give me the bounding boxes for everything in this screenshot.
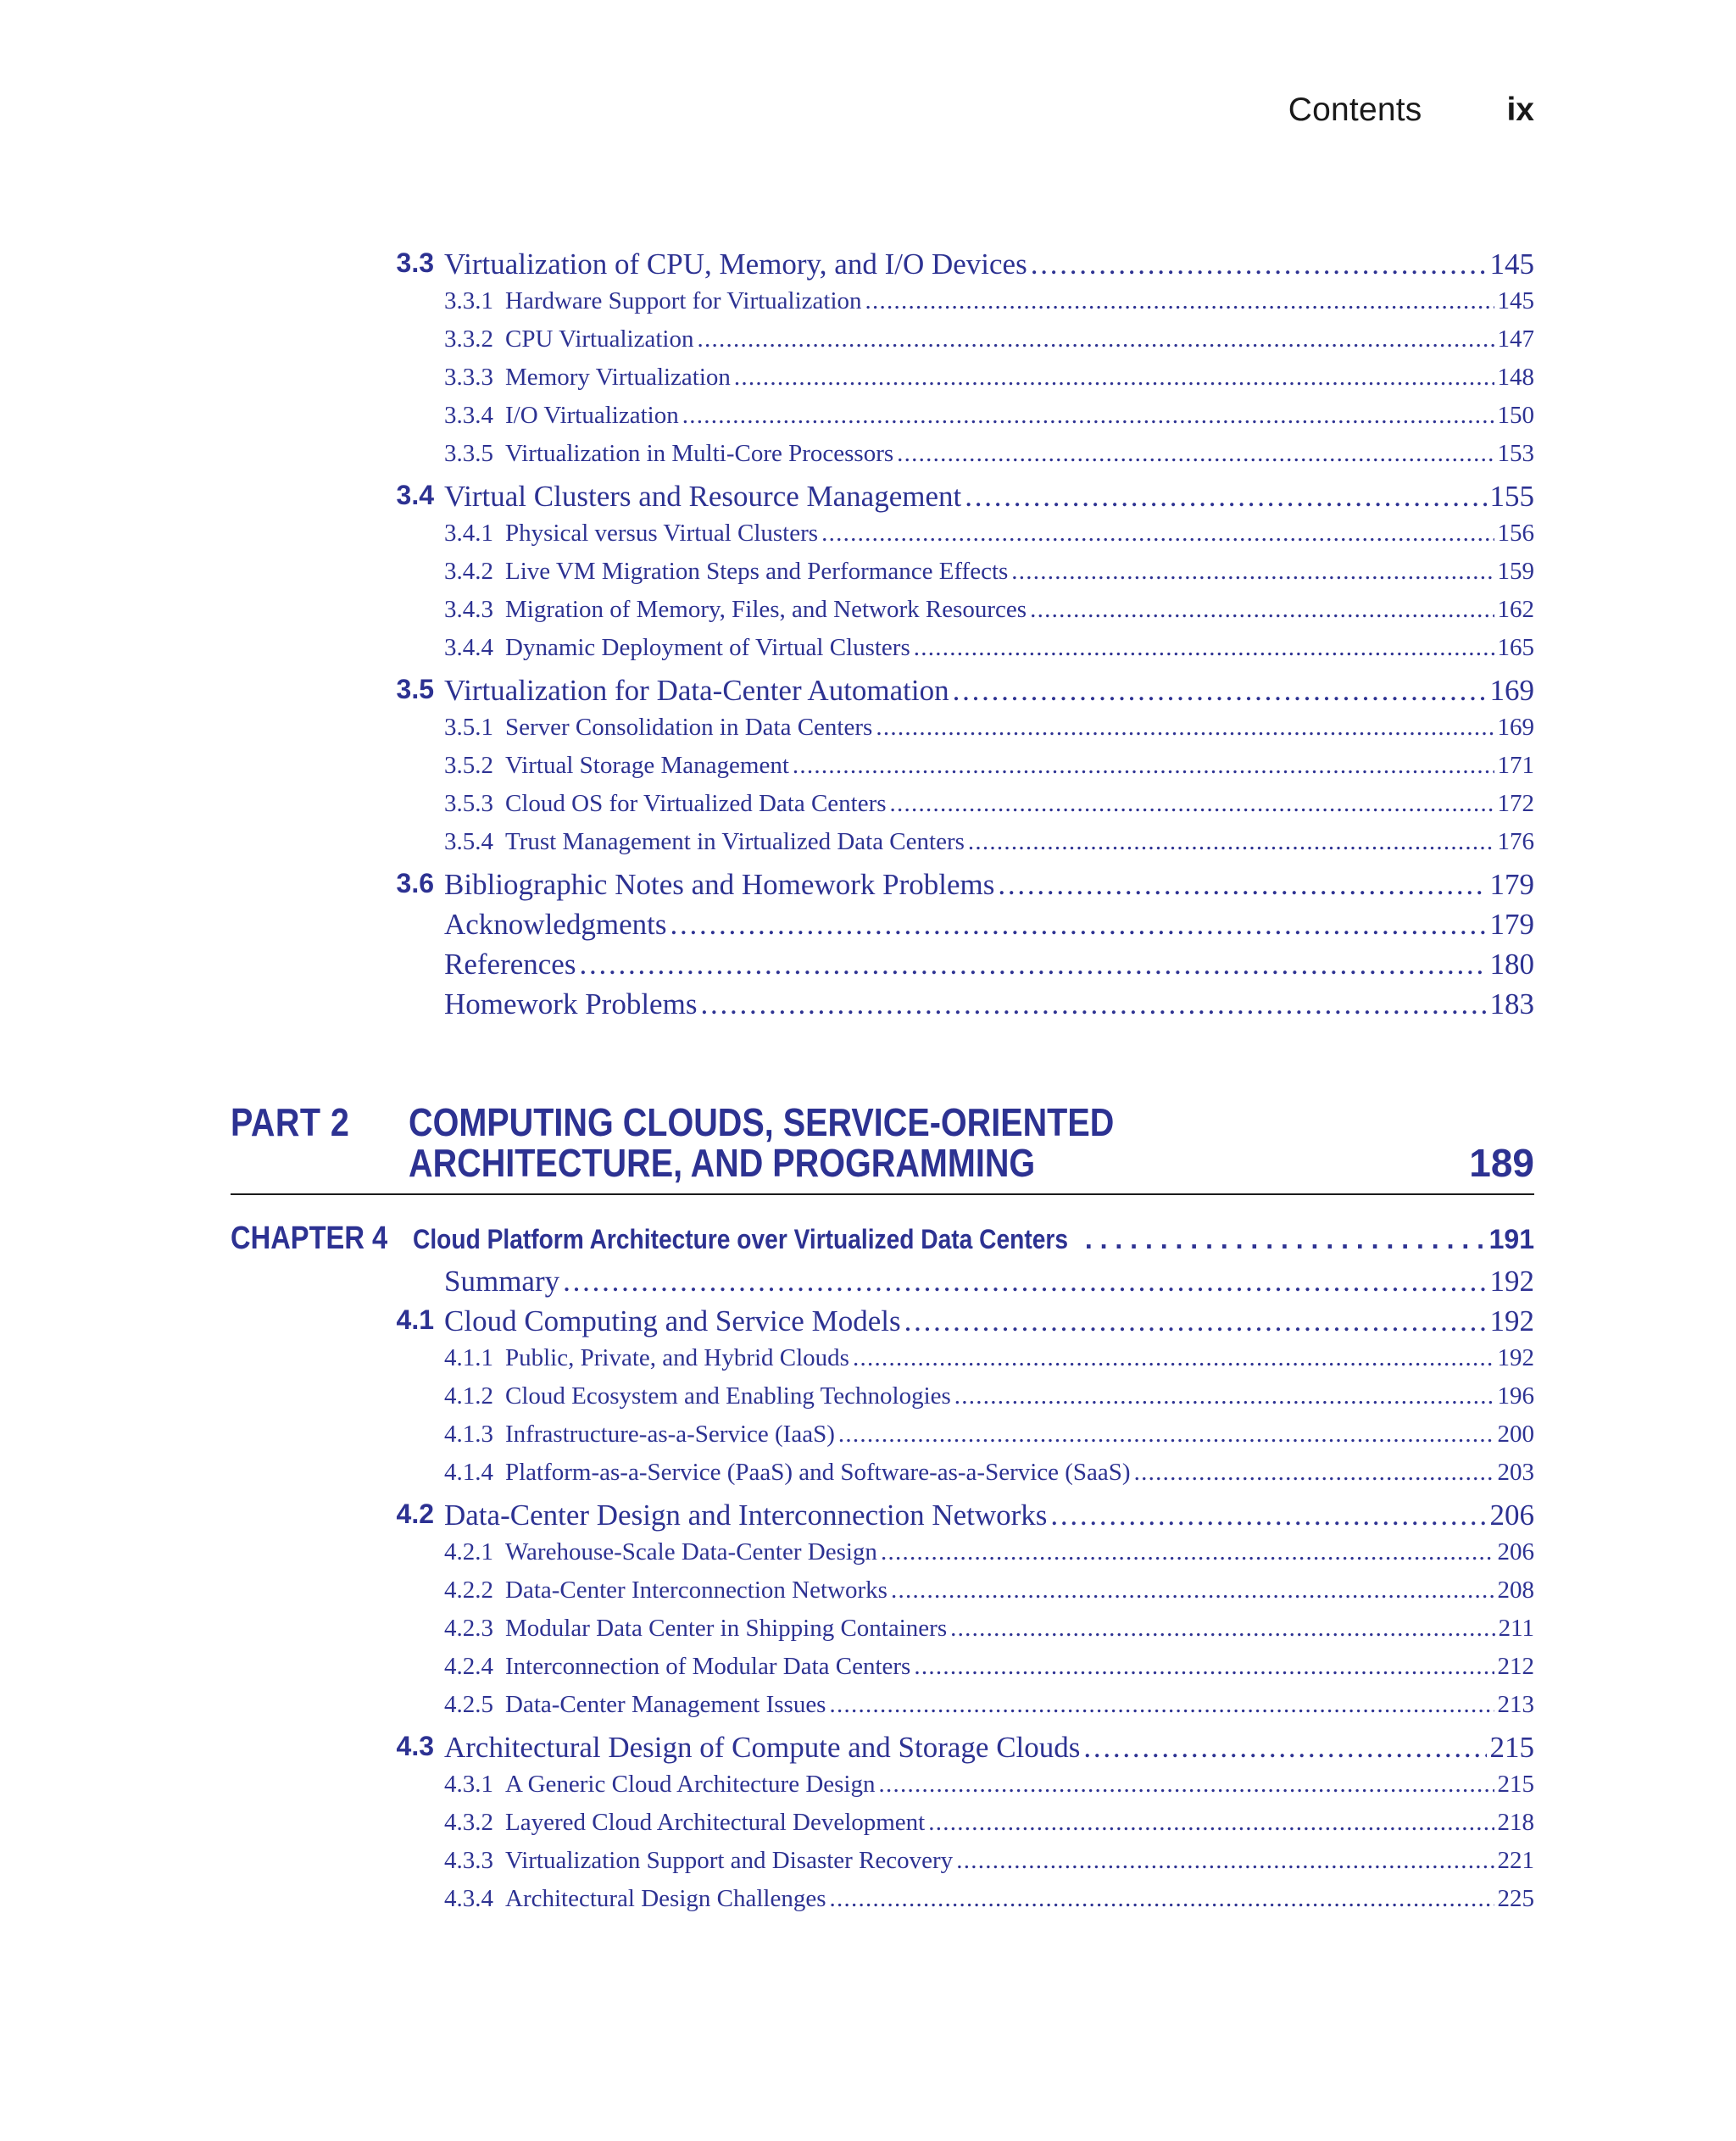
toc-entry-page-number: 225 [1497,1885,1534,1912]
toc-entry-title: CPU Virtualization [505,325,694,353]
toc-entry-3-6[interactable] [396,868,1534,909]
toc-entry-4-3-3[interactable] [444,1847,1534,1884]
toc-entry-number: 3.5 [396,674,434,704]
toc-entry-3-5-4[interactable] [444,828,1534,865]
toc-entry-homework-problems[interactable] [444,987,1534,1028]
toc-entry-3-4-1[interactable] [444,520,1534,557]
toc-entry-number: 3.4 [396,480,434,510]
leader-dots [865,287,1494,315]
toc-entry-title: Live VM Migration Steps and Performance Effects [505,558,1009,585]
leader-dots [853,1344,1494,1372]
leader-dots [890,790,1494,818]
chapter-title: Cloud Platform Architecture over Virtualized Data Centers [413,1224,1069,1254]
toc-entry-summary[interactable] [444,1265,1534,1305]
toc-entry-page-number: 155 [1489,480,1534,513]
toc-entry-page-number: 215 [1497,1771,1534,1798]
toc-entry-title: Data-Center Design and Interconnection Networks [444,1499,1048,1532]
toc-entry-3-3-5[interactable] [444,440,1534,477]
running-head-page-number: ix [1506,92,1534,128]
toc-entry-title: Physical versus Virtual Clusters [505,520,819,547]
toc-entry-title: Virtualization of CPU, Memory, and I/O Devices [444,247,1027,281]
leader-dots [950,1615,1494,1643]
leader-dots [954,1382,1494,1410]
toc-entry-title: I/O Virtualization [505,402,679,429]
toc-entry-page-number: 208 [1497,1577,1534,1604]
toc-entry-page-number: 192 [1489,1265,1534,1298]
toc-entry-4-3-1[interactable] [444,1771,1534,1808]
toc-entry-title: Bibliographic Notes and Homework Problems [444,868,995,901]
toc-entry-page-number: 169 [1489,674,1534,707]
toc-entry-number: 4.2 [396,1499,434,1529]
toc-entry-page-number: 183 [1489,987,1534,1020]
toc-entry-number: 4.2.3 [444,1615,493,1642]
leader-dots [928,1809,1494,1837]
toc-entry-title: A Generic Cloud Architecture Design [505,1771,876,1798]
toc-entry-page-number: 172 [1497,790,1534,817]
leader-dots [1083,1731,1486,1765]
toc-entry-number: 4.3 [396,1731,434,1761]
toc-entry-3-3[interactable] [396,247,1534,288]
toc-entry-3-5-1[interactable] [444,714,1534,751]
toc-entry-3-4-3[interactable] [444,596,1534,633]
leader-dots [670,908,1486,942]
toc-entry-number: 3.5.1 [444,714,493,741]
toc-entry-4-2-3[interactable] [444,1615,1534,1652]
toc-entry-page-number: 213 [1497,1691,1534,1718]
toc-entry-title: Architectural Design of Compute and Storage Clouds [444,1731,1081,1764]
toc-entry-title: Virtualization Support and Disaster Recovery [505,1847,954,1874]
toc-entry-title: Hardware Support for Virtualization [505,287,862,314]
leader-dots [821,520,1494,548]
toc-entry-number: 4.3.3 [444,1847,493,1874]
toc-entry-title: Infrastructure-as-a-Service (IaaS) [505,1421,835,1448]
toc-entry-page-number: 159 [1497,558,1534,585]
toc-entry-title: Cloud Computing and Service Models [444,1304,901,1337]
toc-entry-page-number: 203 [1497,1459,1534,1486]
toc-entry-title: Data-Center Management Issues [505,1691,826,1718]
toc-entry-number: 4.1.3 [444,1421,493,1448]
toc-entry-title: Cloud OS for Virtualized Data Centers [505,790,887,817]
toc-entry-title: Migration of Memory, Files, and Network Resources [505,596,1027,623]
chapter-label: CHAPTER 4 [231,1221,388,1256]
toc-entry-number: 3.5.4 [444,828,493,855]
toc-entry-title: Modular Data Center in Shipping Containers [505,1615,948,1642]
leader-dots [734,364,1494,392]
toc-entry-page-number: 171 [1497,752,1534,779]
toc-entry-page-number: 179 [1489,908,1534,941]
toc-entry-page-number: 165 [1497,634,1534,661]
toc-entry-page-number: 221 [1497,1847,1534,1874]
leader-dots [914,634,1494,662]
toc-entry-title: Memory Virtualization [505,364,731,391]
toc-entry-title: Interconnection of Modular Data Centers [505,1653,911,1680]
running-head [0,92,1534,129]
toc-entry-title: Summary [444,1265,560,1298]
toc-entry-4-1-4[interactable] [444,1459,1534,1496]
leader-dots [563,1265,1486,1299]
toc-entry-number: 4.3.1 [444,1771,493,1798]
toc-entry-title: Virtual Clusters and Resource Management [444,480,962,513]
toc-entry-number: 3.5.3 [444,790,493,817]
toc-entry-4-3-2[interactable] [444,1809,1534,1846]
toc-entry-4-3-4[interactable] [444,1885,1534,1922]
leader-dots [914,1653,1494,1681]
leader-dots [1030,596,1494,624]
toc-entry-title: Virtual Storage Management [505,752,789,779]
toc-entry-number: 3.3 [396,247,434,278]
leader-dots [1050,1499,1486,1532]
part-divider [231,1193,1534,1195]
leader-dots [1134,1459,1494,1487]
toc-entry-title: Trust Management in Virtualized Data Centers [505,828,965,855]
toc-entry-page-number: 156 [1497,520,1534,547]
toc-entry-3-3-2[interactable] [444,325,1534,363]
leader-dots [891,1577,1494,1604]
toc-entry-number: 4.1.1 [444,1344,493,1371]
toc-entry-number: 3.3.4 [444,402,493,429]
toc-entry-title: Layered Cloud Architectural Development [505,1809,926,1836]
toc-entry-title: Server Consolidation in Data Centers [505,714,873,741]
toc-entry-4-1[interactable] [396,1304,1534,1345]
leader-dots [881,1538,1494,1566]
leader-dots [697,325,1494,353]
toc-entry-3-4-2[interactable] [444,558,1534,595]
toc-entry-page-number: 147 [1497,325,1534,353]
toc-entry-3-5-3[interactable] [444,790,1534,827]
toc-entry-4-2[interactable] [396,1499,1534,1539]
toc-entry-title: Dynamic Deployment of Virtual Clusters [505,634,910,661]
leader-dots [793,752,1494,780]
toc-entry-3-5[interactable] [396,674,1534,715]
toc-entry-number: 3.4.3 [444,596,493,623]
toc-entry-number: 3.5.2 [444,752,493,779]
toc-entry-number: 3.3.1 [444,287,493,314]
leader-dots [829,1691,1494,1719]
toc-entry-page-number: 145 [1489,247,1534,281]
toc-entry-4-1-3[interactable] [444,1421,1534,1458]
leader-dots [682,402,1494,430]
toc-entry-number: 4.2.1 [444,1538,493,1565]
toc-entry-3-4-4[interactable] [444,634,1534,671]
part-page-number: 189 [1469,1141,1534,1185]
part-label: PART 2 [231,1100,350,1144]
leader-dots [579,948,1486,982]
part-title-line-1: COMPUTING CLOUDS, SERVICE-ORIENTED [409,1100,1115,1144]
leader-dots [897,440,1494,468]
toc-entry-4-1-2[interactable] [444,1382,1534,1420]
toc-entry-title: Cloud Ecosystem and Enabling Technologies [505,1382,951,1410]
toc-entry-page-number: 218 [1497,1809,1534,1836]
toc-entry-title: Virtualization in Multi-Core Processors [505,440,894,467]
leader-dots [830,1885,1494,1913]
toc-entry-page-number: 162 [1497,596,1534,623]
toc-entry-page-number: 150 [1497,402,1534,429]
toc-entry-page-number: 206 [1497,1538,1534,1565]
toc-entry-page-number: 153 [1497,440,1534,467]
toc-entry-acknowledgments[interactable] [444,908,1534,948]
toc-entry-references[interactable] [444,948,1534,988]
toc-entry-4-3[interactable] [396,1731,1534,1771]
toc-entry-number: 4.2.2 [444,1577,493,1604]
toc-entry-number: 4.1 [396,1304,434,1335]
running-head-title: Contents [1288,92,1422,128]
toc-entry-page-number: 176 [1497,828,1534,855]
toc-entry-title: Architectural Design Challenges [505,1885,826,1912]
toc-entry-number: 3.4.2 [444,558,493,585]
toc-entry-page-number: 212 [1497,1653,1534,1680]
leader-dots [838,1421,1494,1449]
toc-entry-4-1-1[interactable] [444,1344,1534,1382]
part-title-line-2: ARCHITECTURE, AND PROGRAMMING [409,1141,1036,1185]
toc-entry-title: Warehouse-Scale Data-Center Design [505,1538,877,1565]
toc-entry-number: 4.1.2 [444,1382,493,1410]
leader-dots [876,714,1494,742]
toc-entry-title: Homework Problems [444,987,698,1020]
toc-entry-page-number: 180 [1489,948,1534,981]
toc-entry-page-number: 145 [1497,287,1534,314]
toc-entry-4-2-4[interactable] [444,1653,1534,1690]
toc-entry-title: References [444,948,576,981]
toc-entry-number: 4.1.4 [444,1459,493,1486]
leader-dots [968,828,1494,856]
toc-entry-4-2-1[interactable] [444,1538,1534,1576]
toc-entry-number: 4.3.2 [444,1809,493,1836]
toc-entry-number: 4.3.4 [444,1885,493,1912]
toc-entry-3-5-2[interactable] [444,752,1534,789]
toc-entry-number: 3.3.3 [444,364,493,391]
toc-entry-page-number: 169 [1497,714,1534,741]
toc-entry-title: Public, Private, and Hybrid Clouds [505,1344,849,1371]
toc-entry-page-number: 200 [1497,1421,1534,1448]
leader-dots [904,1304,1487,1338]
toc-entry-3-4[interactable] [396,480,1534,520]
toc-entry-page-number: 192 [1497,1344,1534,1371]
leader-dots [956,1847,1494,1875]
leader-dots [1031,247,1487,281]
toc-entry-page-number: 148 [1497,364,1534,391]
toc-entry-page-number: 211 [1498,1615,1534,1642]
toc-entry-title: Acknowledgments [444,908,667,941]
toc-entry-3-3-3[interactable] [444,364,1534,401]
toc-entry-page-number: 179 [1489,868,1534,901]
leader-dots [998,868,1486,902]
part-title [409,1102,1210,1183]
toc-entry-page-number: 192 [1489,1304,1534,1337]
toc-entry-number: 4.2.5 [444,1691,493,1718]
leader-dots [700,987,1486,1021]
chapter-entry[interactable] [231,1221,1534,1265]
toc-entry-3-3-1[interactable] [444,287,1534,325]
toc-entry-title: Data-Center Interconnection Networks [505,1577,887,1604]
toc-entry-title: Virtualization for Data-Center Automation [444,674,949,707]
toc-entry-3-3-4[interactable] [444,402,1534,439]
leader-dots [1085,1224,1486,1255]
toc-entry-4-2-2[interactable] [444,1577,1534,1614]
toc-entry-number: 3.3.2 [444,325,493,353]
toc-entry-number: 3.6 [396,868,434,898]
leader-dots [965,480,1486,514]
toc-entry-4-2-5[interactable] [444,1691,1534,1728]
toc-entry-number: 3.4.4 [444,634,493,661]
leader-dots [1011,558,1494,586]
leader-dots [879,1771,1494,1799]
toc-entry-number: 4.2.4 [444,1653,493,1680]
toc-entry-page-number: 206 [1489,1499,1534,1532]
toc-entry-number: 3.4.1 [444,520,493,547]
chapter-page-number: 191 [1488,1224,1534,1254]
toc-entry-number: 3.3.5 [444,440,493,467]
toc-entry-page-number: 215 [1489,1731,1534,1764]
leader-dots [953,674,1487,708]
toc-entry-title: Platform-as-a-Service (PaaS) and Software-as-a-Service (SaaS) [505,1459,1131,1486]
toc-entry-page-number: 196 [1497,1382,1534,1410]
